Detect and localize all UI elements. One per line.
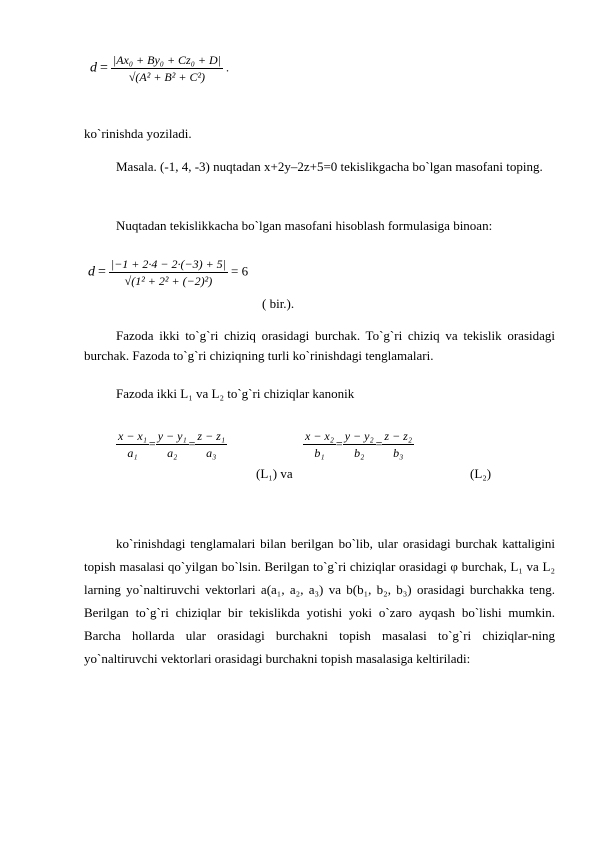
example-result: = 6 [230,263,249,279]
l1-z-den: a₃ [206,446,217,460]
eq-sign: = [188,436,196,451]
formula-fraction [111,52,223,85]
paragraph-1: ko`rinishda yoziladi. [84,126,192,141]
paragraph-canonical: Fazoda ikki L₁ va L₂ to`g`ri chiziqlar kanonik [116,386,355,401]
l2-frac-x [303,428,336,461]
l2-y-num: y − y₂ [344,429,374,443]
example-eq: = [98,264,106,280]
l2-y-den: b₂ [354,446,365,460]
example-unit: ( bir.). [262,296,295,311]
l2-z-den: b₃ [393,446,404,460]
eq-sign: = [335,436,343,451]
example-formula [88,256,248,289]
paragraph-direction-vectors: ko`rinishdagi tenglamalari bilan berilgan bo`lib, ular orasidagi burchak kattaligini topish masalasi qo`yilgan bo`lsin. Berilgan to`g`ri chiziqlar orasidagi φ burchak, L₁ va L₂ larning yo`naltiruvchi vektorlari a(a₁, a₂, a₃) va b(b₁, b₂, b₃) orasidagi burchakka teng. Berilgan to`g`ri chiziqlar bir tekislikda yotishi yoki o`zaro ayqash bo`lishi mumkin. Barcha hollarda ular orasidagi burchakni topish masalasi to`g`ri chiziqlar-ning yo`naltiruvchi vektorlari orasidagi burchakni topish masalasiga keltiriladi: [84,536,555,666]
eq-sign: = [148,436,156,451]
l1-frac-x [116,428,149,461]
paragraph-problem: Masala. (-1, 4, -3) nuqtadan x+2y–2z+5=0 tekislikgacha bo`lgan masofani toping. [116,159,543,174]
l2-frac-y [343,428,376,461]
l1-frac-z [195,428,227,461]
l1-label: (L₁) va [256,466,293,481]
paragraph-3: Nuqtadan tekislikkacha bo`lgan masofani hisoblash formulasiga binoan: [116,218,493,233]
example-numerator: |−1 + 2·4 − 2·(−3) + 5| [110,257,226,271]
distance-formula [90,52,229,85]
formula-numerator: |Ax₀ + By₀ + Cz₀ + D| [112,53,221,67]
example-fraction [109,256,228,289]
eq-sign: = [375,436,383,451]
example-denominator: √(1² + 2² + (−2)²) [124,274,213,288]
l2-label: (L₂) [470,466,492,481]
canonical-l1 [116,428,227,461]
canonical-l2 [303,428,414,461]
l2-x-num: x − x₂ [305,429,334,443]
l1-x-num: x − x₁ [118,429,147,443]
l1-frac-y [156,428,189,461]
l1-z-num: z − z₁ [197,429,226,443]
formula-tail: . [225,60,229,75]
formula-denominator: √(A² + B² + C²) [128,70,206,84]
l2-z-num: z − z₂ [384,429,413,443]
example-lhs: d [88,264,95,280]
l1-y-num: y − y₁ [157,429,187,443]
formula-eq: = [100,60,108,76]
paragraph-angle: Fazoda ikki to`g`ri chiziq orasidagi burchak. To`g`ri chiziq va tekislik orasidagi burchak. Fazoda to`g`ri chiziqning turli ko`rinishdagi tenglamalari. [84,328,555,363]
l1-y-den: a₂ [167,446,178,460]
l1-x-den: a₁ [127,446,138,460]
l2-frac-z [382,428,414,461]
l2-x-den: b₁ [314,446,325,460]
formula-lhs: d [90,60,97,76]
